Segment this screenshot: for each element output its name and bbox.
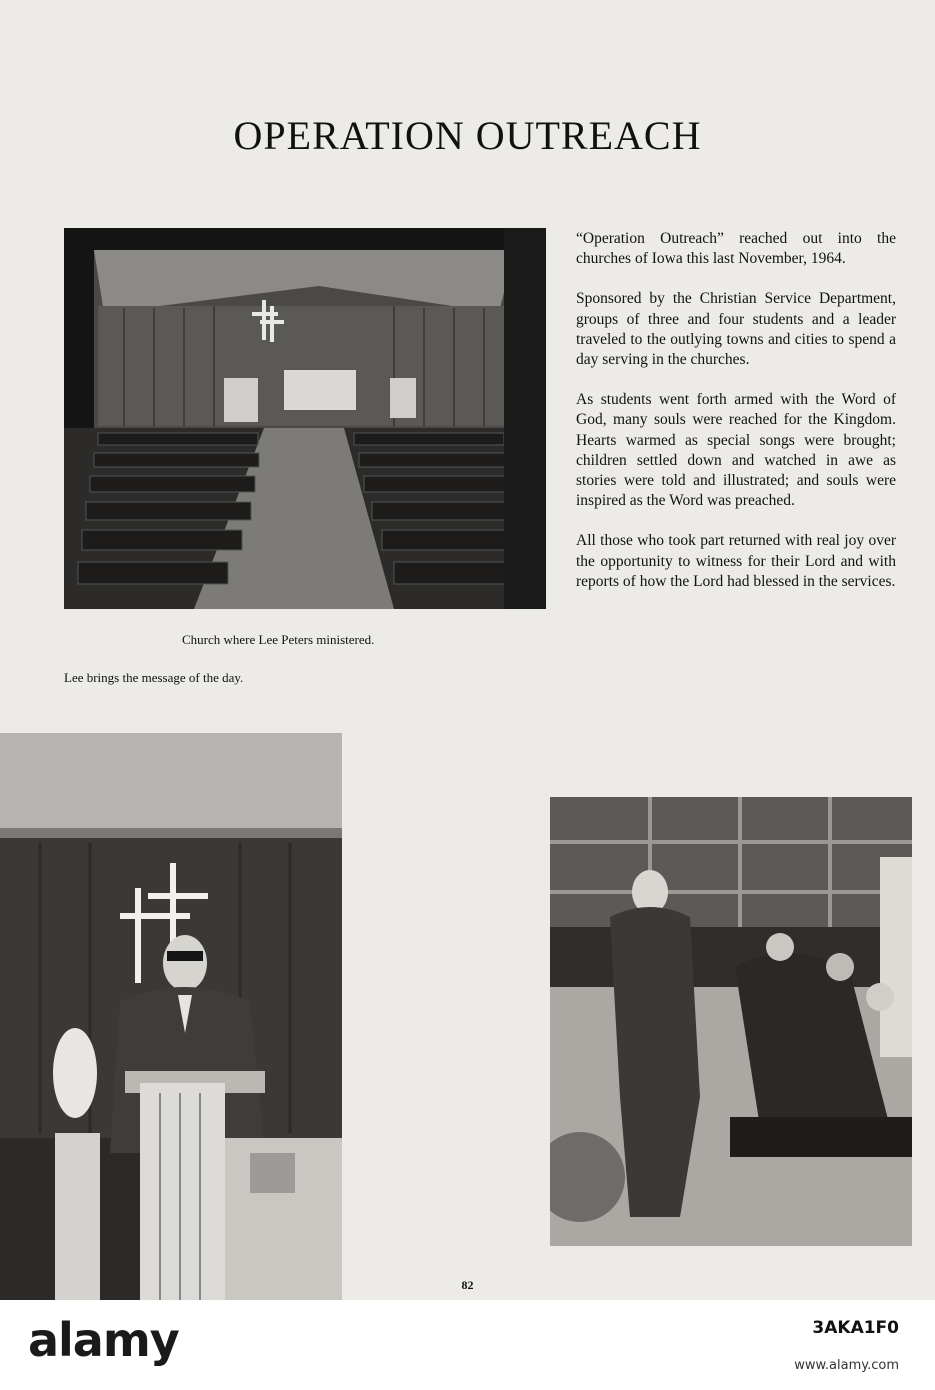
article-paragraph: All those who took part returned with real joy over the opportunity to witness for their Lord and with reports of how the Lord had blessed in the services. <box>576 532 896 590</box>
altar-prayer-photo <box>550 797 912 1246</box>
image-id: 3AKA1F0 <box>812 1318 899 1338</box>
article-paragraph: “Operation Outreach” reached out into the churches of Iowa this last November, 1964. <box>576 230 896 268</box>
church-interior-photo <box>64 228 546 609</box>
source-url: www.alamy.com <box>794 1358 899 1373</box>
article-body <box>576 229 896 612</box>
lee-preaching-photo <box>0 733 342 1300</box>
page-number: 82 <box>461 1278 474 1292</box>
article-paragraph: As students went forth armed with the Word of God, many souls were reached for the Kingdom. Hearts warmed as special songs were brought; children settled down and watched in awe as stories were told and illustrated; and souls were inspired as the Word was preached. <box>576 391 896 510</box>
article-paragraph: Sponsored by the Christian Service Department, groups of three and four students and a leader traveled to the outlying towns and cities to spend a day serving in the churches. <box>576 290 896 369</box>
lee-photo-caption: Lee brings the message of the day. <box>64 670 244 685</box>
alamy-logo: alamy <box>28 1313 179 1367</box>
church-photo-caption: Church where Lee Peters ministered. <box>182 632 375 647</box>
page-title: OPERATION OUTREACH <box>233 113 702 158</box>
